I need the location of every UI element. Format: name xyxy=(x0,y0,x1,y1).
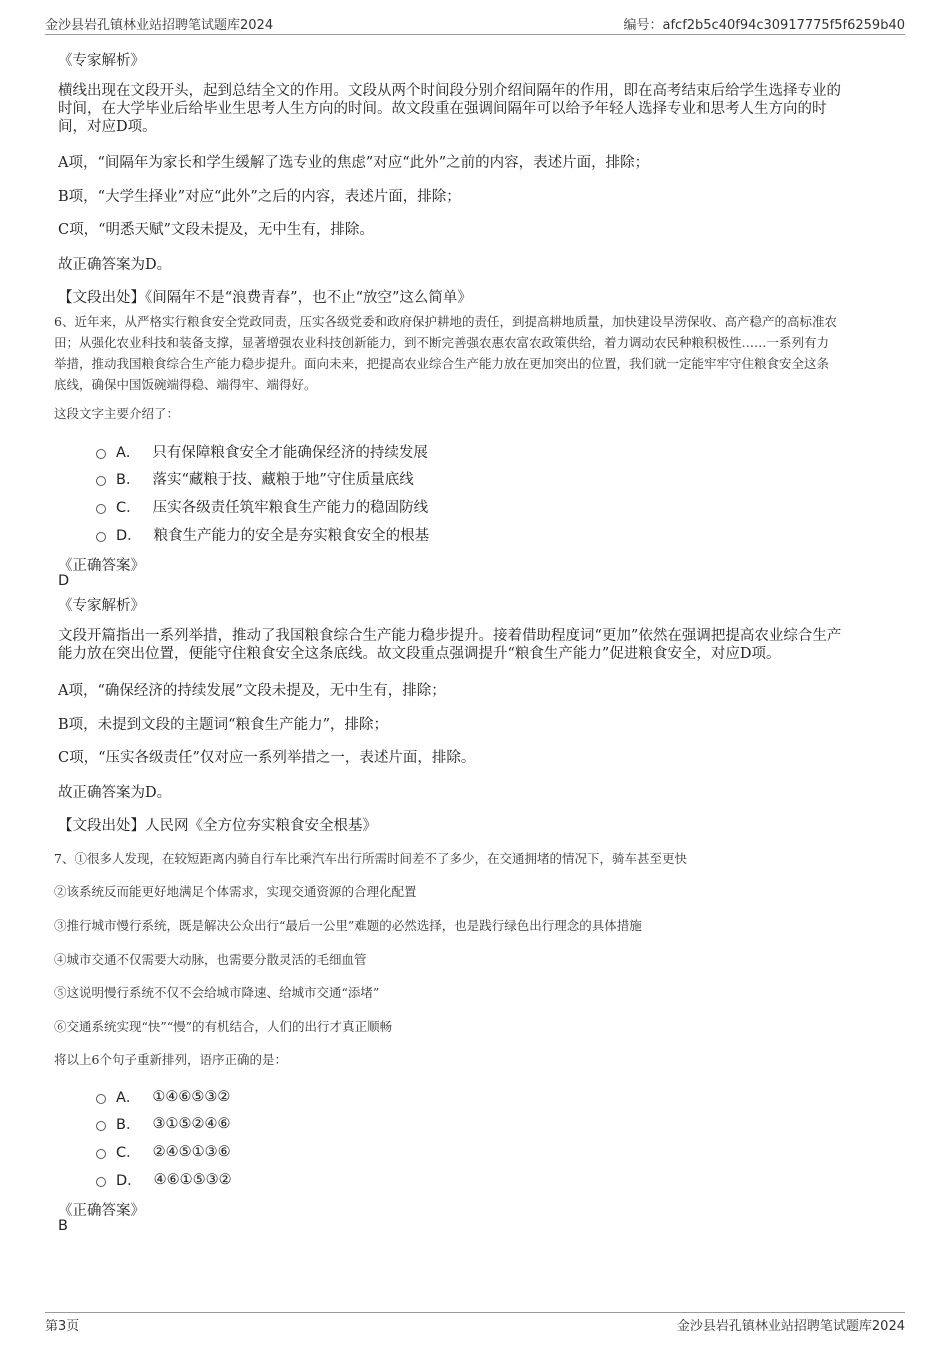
header-title: 金沙县岩孔镇林业站招聘笔试题库2024 xyxy=(45,18,274,33)
page-number: 第3页 xyxy=(45,1319,80,1334)
q6-option-d[interactable]: D． 粮食生产能力的安全是夯实粮食安全的根基 xyxy=(96,524,429,545)
q7-option-a[interactable]: A． ①④⑥⑤③② xyxy=(96,1086,230,1107)
question-7-sentence-2: ②该系统反而能更好地满足个体需求，实现交通资源的合理化配置 xyxy=(54,884,417,899)
answer-heading: 《正确答案》 xyxy=(58,558,145,574)
page-header xyxy=(45,14,905,35)
question-7-sentence-3: ③推行城市慢行系统，既是解决公众出行“最后一公里”难题的必然选择，也是践行绿色出行理念的具体措施 xyxy=(54,918,642,933)
conclusion: 故正确答案为D。 xyxy=(58,785,172,801)
radio-icon[interactable] xyxy=(96,1121,106,1131)
expert-heading: 《专家解析》 xyxy=(58,53,145,69)
answer-heading: 《正确答案》 xyxy=(58,1203,145,1219)
radio-icon[interactable] xyxy=(96,504,106,514)
question-7-sentence-6: ⑥交通系统实现“快”“慢”的有机结合，人们的出行才真正顺畅 xyxy=(54,1019,393,1034)
q6-option-c[interactable]: C． 压实各级责任筑牢粮食生产能力的稳固防线 xyxy=(96,496,428,517)
q7-option-b[interactable]: B． ③①⑤②④⑥ xyxy=(96,1113,230,1134)
serial-number: afcf2b5c40f94c30917775f5f6259b40 xyxy=(662,18,905,33)
question-6-stem: 6、近年来，从严格实行粮食安全党政同责，压实各级党委和政府保护耕地的责任，到提高耕地质量，加快建设旱涝保收、高产稳产的高标准农 田；从强化农业科技和装备支撑，显著增强农业科技创新能力，到不断完善强农惠农富农政策供给，着力调动农民种粮积极性……一系列有力 举措，推动我国粮食综合生产能力稳步提升。面向未来，把提高农业综合生产能力放在更加突出的位置，我们就一定能牢牢守住粮食安全这条 底线，确保中国饭碗端得稳、端得牢、端得好。 xyxy=(54,314,837,392)
option-a-note: A项，“确保经济的持续发展”文段未提及，无中生有，排除； xyxy=(58,683,446,699)
analysis-text: 文段开篇指出一系列举措，推动了我国粮食综合生产能力稳步提升。接着借助程度词“更加”依然在强调把提高农业综合生产 能力放在突出位置，便能守住粮食安全这条底线。故文段重点强调提升“粮食生产能力”促进粮食安全，对应D项。 xyxy=(58,628,842,662)
option-c-note: C项，“明悉天赋”文段未提及，无中生有，排除。 xyxy=(58,222,374,238)
question-7-sentence-4: ④城市交通不仅需要大动脉，也需要分散灵活的毛细血管 xyxy=(54,952,367,967)
header-serial: 编号：afcf2b5c40f94c30917775f5f6259b40 xyxy=(623,18,905,33)
option-a-note: A项，“间隔年为家长和学生缓解了选专业的焦虑”对应“此外”之前的内容，表述片面，排除； xyxy=(58,155,650,171)
question-7-prompt: 将以上6个句子重新排列，语序正确的是： xyxy=(54,1052,287,1067)
q7-option-c[interactable]: C． ②④⑤①③⑥ xyxy=(96,1141,231,1162)
q6-option-b[interactable]: B． 落实“藏粮于技、藏粮于地”守住质量底线 xyxy=(96,468,414,489)
correct-answer: B xyxy=(58,1218,68,1234)
question-6-prompt: 这段文字主要介绍了： xyxy=(54,406,180,421)
correct-answer: D xyxy=(58,573,70,589)
option-b-note: B项，未提到文段的主题词“粮食生产能力”，排除； xyxy=(58,717,388,733)
radio-icon[interactable] xyxy=(96,532,106,542)
q6-option-a[interactable]: A． 只有保障粮食安全才能确保经济的持续发展 xyxy=(96,441,428,462)
footer-title: 金沙县岩孔镇林业站招聘笔试题库2024 xyxy=(676,1319,905,1334)
q7-option-d[interactable]: D． ④⑥①⑤③② xyxy=(96,1169,232,1190)
expert-heading: 《专家解析》 xyxy=(58,598,145,614)
question-7-sentence-1: 7、①很多人发现，在较短距离内骑自行车比乘汽车出行所需时间差不了多少，在交通拥堵的情况下，骑车甚至更快 xyxy=(54,851,687,866)
radio-icon[interactable] xyxy=(96,1177,106,1187)
question-7-sentence-5: ⑤这说明慢行系统不仅不会给城市降速、给城市交通“添堵” xyxy=(54,985,380,1000)
option-c-note: C项，“压实各级责任”仅对应一系列举措之一，表述片面，排除。 xyxy=(58,750,476,766)
radio-icon[interactable] xyxy=(96,1094,106,1104)
analysis-text: 横线出现在文段开头，起到总结全文的作用。文段从两个时间段分别介绍间隔年的作用，即在高考结束后给学生选择专业的 时间，在大学毕业后给毕业生思考人生方向的时间。故文段重在强调间隔年可以给予年轻人选择专业和思考人生方向的时 间，对应D项。 xyxy=(58,83,841,135)
conclusion: 故正确答案为D。 xyxy=(58,257,172,273)
radio-icon[interactable] xyxy=(96,476,106,486)
radio-icon[interactable] xyxy=(96,1149,106,1159)
radio-icon[interactable] xyxy=(96,449,106,459)
page-footer xyxy=(45,1312,905,1335)
source-note: 【文段出处】《间隔年不是“浪费青春”，也不止“放空”这么简单》 xyxy=(58,290,472,306)
source-note: 【文段出处】人民网《全方位夯实粮食安全根基》 xyxy=(58,818,377,834)
option-b-note: B项，“大学生择业”对应“此外”之后的内容，表述片面，排除； xyxy=(58,189,461,205)
